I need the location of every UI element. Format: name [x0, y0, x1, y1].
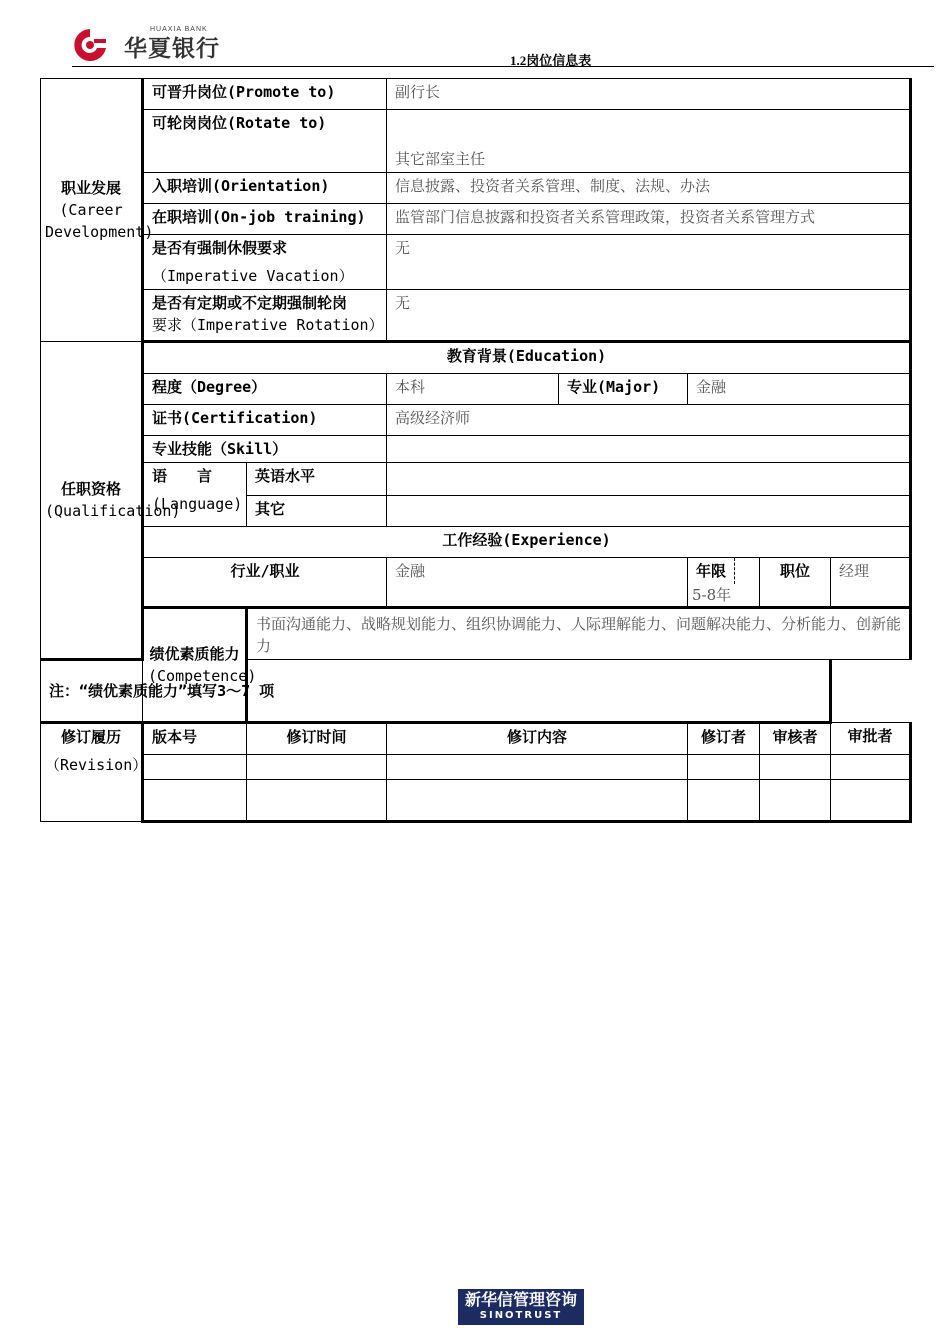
orientation-row: [41, 173, 911, 204]
revision-header-version: 版本号: [143, 723, 247, 755]
qualification-category-cell: [41, 342, 181, 660]
revision-cell: [143, 755, 247, 780]
industry-value: 金融: [387, 558, 688, 608]
career-category-cn: 职业发展: [60, 179, 121, 197]
orientation-label: 入职培训(Orientation): [143, 173, 387, 204]
vacation-value: 无: [387, 235, 911, 290]
revision-header-reviewer: 审核者: [760, 723, 831, 755]
revision-category-cell: [41, 723, 148, 822]
position-info-table: [40, 78, 912, 823]
career-category-cell: [41, 79, 154, 342]
revision-cell: [387, 780, 688, 822]
revision-cell: [688, 780, 760, 822]
degree-label: 程度（Degree）: [143, 374, 387, 405]
language-label-cn: 语 言: [152, 467, 213, 485]
experience-row: [41, 558, 911, 608]
revision-category-en: （Revision）: [45, 756, 148, 774]
promote-value: 副行长: [387, 79, 911, 110]
competence-note: 注：“绩优素质能力”填写3～7 项: [41, 660, 831, 723]
position-value: 经理: [831, 558, 911, 608]
onjob-row: [41, 204, 911, 235]
revision-header-reviser: 修订者: [688, 723, 760, 755]
rotation-row: [41, 290, 911, 342]
orientation-value: 信息披露、投资者关系管理、制度、法规、办法: [387, 173, 911, 204]
skill-label: 专业技能（Skill）: [143, 436, 387, 463]
experience-header: 工作经验(Experience): [143, 527, 911, 558]
revision-row: [41, 780, 911, 822]
certification-row: [41, 405, 911, 436]
degree-row: [41, 374, 911, 405]
rotation-value: 无: [387, 290, 911, 342]
major-value: 金融: [688, 374, 911, 405]
sinotrust-logo-en: SINOTRUST: [479, 1310, 563, 1321]
revision-cell: [143, 780, 247, 822]
revision-cell: [247, 780, 387, 822]
bank-name-en: HUAXIA BANK: [150, 26, 208, 33]
vacation-label: [143, 235, 387, 290]
other-language-value: [387, 496, 911, 527]
skill-value: [387, 436, 911, 463]
sinotrust-logo: [458, 1289, 584, 1325]
industry-label: 行业/职业: [143, 558, 387, 608]
english-label: 英语水平: [247, 463, 387, 496]
revision-header-row: [41, 723, 911, 755]
revision-header-content: 修订内容: [387, 723, 688, 755]
position-label: 职位: [760, 558, 831, 608]
qualification-category-en: (Qualification): [45, 502, 181, 520]
revision-cell: [760, 755, 831, 780]
competence-row: [41, 608, 911, 660]
years-cell: [688, 558, 760, 608]
career-category-en: (Career Development): [45, 201, 154, 241]
competence-category-cn: 绩优素质能力: [149, 645, 240, 663]
cert-label: 证书(Certification): [143, 405, 387, 436]
onjob-label: 在职培训(On-job training): [143, 204, 387, 235]
rotate-label: 可轮岗岗位(Rotate to): [143, 110, 387, 173]
revision-cell: [760, 780, 831, 822]
header-divider: [72, 66, 934, 67]
rotation-label: [143, 290, 387, 342]
rotate-row: [41, 110, 911, 173]
experience-header-row: [41, 527, 911, 558]
years-label: 年限: [688, 558, 735, 584]
huaxia-bank-logo-icon: [70, 26, 110, 64]
revision-category-cn: 修订履历: [60, 728, 121, 746]
years-value: 5-8年: [692, 586, 732, 604]
sinotrust-logo-cn: 新华信管理咨询: [464, 1290, 577, 1309]
revision-row: [41, 755, 911, 780]
english-row: [41, 463, 911, 496]
education-header-row: [41, 342, 911, 374]
competence-value: 书面沟通能力、战略规划能力、组织协调能力、人际理解能力、问题解决能力、分析能力、创新能力: [247, 608, 911, 660]
english-value: [387, 463, 911, 496]
revision-header-approver: 审批者: [831, 723, 911, 755]
language-label-en: (Language): [152, 495, 243, 513]
major-label: 专业(Major): [559, 374, 688, 405]
revision-cell: [387, 755, 688, 780]
education-header: 教育背景(Education): [143, 342, 911, 374]
document-title: 1.2岗位信息表: [510, 53, 592, 68]
cert-value: 高级经济师: [387, 405, 911, 436]
revision-cell: [688, 755, 760, 780]
qualification-category-cn: 任职资格: [60, 480, 121, 498]
revision-header-time: 修订时间: [247, 723, 387, 755]
vacation-label-cn: 是否有强制休假要求: [152, 239, 288, 257]
rotation-label-cn: 是否有定期或不定期强制轮岗: [152, 294, 348, 312]
vacation-label-en: （Imperative Vacation）: [152, 267, 354, 285]
onjob-value: 监管部门信息披露和投资者关系管理政策，投资者关系管理方式: [387, 204, 911, 235]
revision-cell: [831, 780, 911, 822]
rotate-value: 其它部室主任: [387, 110, 911, 173]
promote-row: [41, 79, 911, 110]
revision-cell: [831, 755, 911, 780]
vacation-row: [41, 235, 911, 290]
revision-cell: [247, 755, 387, 780]
skill-row: [41, 436, 911, 463]
bank-name-cn: 华夏银行: [124, 36, 220, 62]
other-language-label: 其它: [247, 496, 387, 527]
rotation-label-en: 要求（Imperative Rotation）: [152, 316, 384, 334]
promote-label: 可晋升岗位(Promote to): [143, 79, 387, 110]
degree-value: 本科: [387, 374, 559, 405]
competence-category-en: (Competence): [148, 667, 257, 685]
